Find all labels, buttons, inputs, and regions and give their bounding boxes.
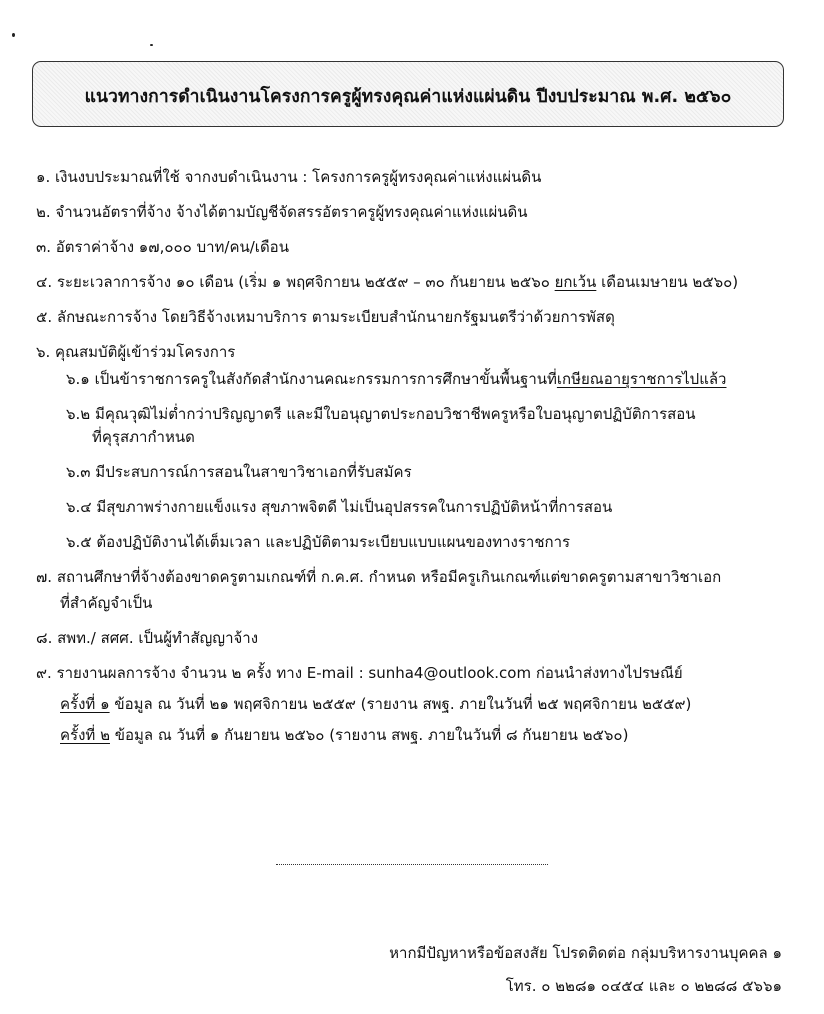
document-title: แนวทางการดำเนินงานโครงการครูผู้ทรงคุณค่าแห่งแผ่นดิน ปีงบประมาณ พ.ศ. ๒๕๖๐ — [84, 87, 732, 107]
item-7: ๗. สถานศึกษาที่จ้างต้องขาดครูตามเกณฑ์ที่ ก.ค.ศ. กำหนด หรือมีครูเกินเกณฑ์แต่ขาดครูตามสาขาวิชาเอก — [36, 568, 722, 586]
item-6-1 — [66, 368, 796, 391]
item-3: ๓. อัตราค่าจ้าง ๑๗,๐๐๐ บาท/คน/เดือน — [36, 238, 289, 256]
item-8: ๘. สพท./ สศศ. เป็นผู้ทำสัญญาจ้าง — [36, 629, 259, 647]
report-round-1-label: ครั้งที่ ๑ — [60, 695, 110, 713]
item-6-2: ๖.๒ มีคุณวุฒิไม่ต่ำกว่าปริญญาตรี และมีใบอนุญาตประกอบวิชาชีพครูหรือใบอนุญาตปฏิบัติการสอน — [66, 405, 696, 423]
report-schedule — [36, 693, 796, 747]
contact-phone: โทร. ๐ ๒๒๘๑ ๐๔๕๔ และ ๐ ๒๒๘๘ ๕๖๖๑ — [505, 977, 782, 995]
report-round-2 — [60, 724, 796, 747]
title-box — [32, 61, 784, 127]
item-6-3: ๖.๓ มีประสบการณ์การสอนในสาขาวิชาเอกที่รับสมัคร — [66, 463, 412, 481]
item-6-2-continued: ที่คุรุสภากำหนด — [92, 428, 195, 446]
item-6-4: ๖.๔ มีสุขภาพร่างกายแข็งแรง สุขภาพจิตดี ไม่เป็นอุปสรรคในการปฏิบัติหน้าที่การสอน — [66, 498, 613, 516]
document-body — [36, 166, 796, 755]
item-4-underlined: ยกเว้น — [554, 273, 597, 291]
item-9: ๙. รายงานผลการจ้าง จำนวน ๒ ครั้ง ทาง E-mail : sunha4@outlook.com ก่อนนำส่งทางไปรษณีย์ — [36, 664, 683, 682]
dotted-separator — [276, 864, 548, 865]
item-4-text: ๔. ระยะเวลาการจ้าง ๑๐ เดือน (เริ่ม ๑ พฤศจิกายน ๒๕๕๙ – ๓๐ กันยายน ๒๕๖๐ — [36, 273, 555, 291]
item-4-text-end: เดือนเมษายน ๒๕๖๐) — [596, 273, 739, 291]
report-round-1 — [60, 693, 796, 716]
contact-block — [389, 942, 782, 1008]
item-6-1-underlined: เกษียณอายุราชการไปแล้ว — [556, 370, 727, 388]
report-round-2-text: ข้อมูล ณ วันที่ ๑ กันยายน ๒๕๖๐ (รายงาน สพฐ. ภายในวันที่ ๘ กันยายน ๒๕๖๐) — [109, 726, 629, 744]
item-1: ๑. เงินงบประมาณที่ใช้ จากงบดำเนินงาน : โครงการครูผู้ทรงคุณค่าแห่งแผ่นดิน — [36, 168, 542, 186]
scan-speck — [12, 33, 15, 37]
scan-speck — [150, 44, 153, 46]
item-6-5: ๖.๕ ต้องปฏิบัติงานได้เต็มเวลา และปฏิบัติตามระเบียบแบบแผนของทางราชการ — [66, 533, 571, 551]
report-round-2-label: ครั้งที่ ๒ — [60, 726, 110, 744]
item-4 — [36, 271, 796, 294]
item-7-continued: ที่สำคัญจำเป็น — [60, 594, 153, 612]
item-6: ๖. คุณสมบัติผู้เข้าร่วมโครงการ — [36, 343, 236, 361]
contact-line-1: หากมีปัญหาหรือข้อสงสัย โปรดติดต่อ กลุ่มบริหารงานบุคคล ๑ — [389, 944, 782, 962]
item-5: ๕. ลักษณะการจ้าง โดยวิธีจ้างเหมาบริการ ตามระเบียบสำนักนายกรัฐมนตรีว่าด้วยการพัสดุ — [36, 308, 615, 326]
item-6-sublist — [36, 368, 796, 554]
item-6-1-text: ๖.๑ เป็นข้าราชการครูในสังกัดสำนักงานคณะกรรมการการศึกษาขั้นพื้นฐานที่ — [66, 370, 557, 388]
report-round-1-text: ข้อมูล ณ วันที่ ๒๑ พฤศจิกายน ๒๕๕๙ (รายงาน สพฐ. ภายในวันที่ ๒๕ พฤศจิกายน ๒๕๕๙) — [109, 695, 692, 713]
item-2: ๒. จำนวนอัตราที่จ้าง จ้างได้ตามบัญชีจัดสรรอัตราครูผู้ทรงคุณค่าแห่งแผ่นดิน — [36, 203, 528, 221]
